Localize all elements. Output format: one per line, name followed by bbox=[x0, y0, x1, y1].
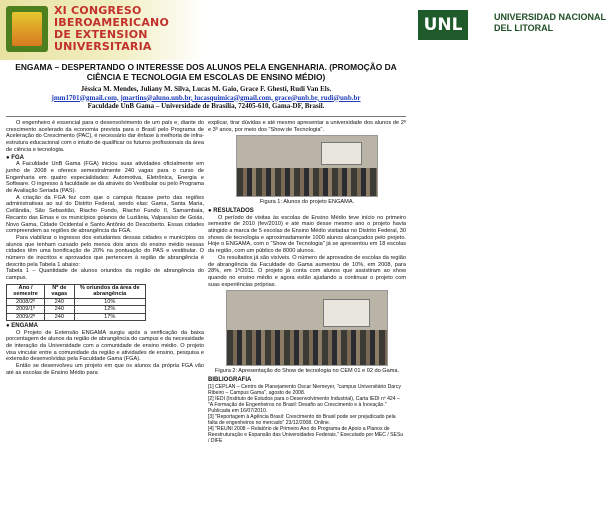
continuation-paragraph: explicar, tirar dúvidas e até mesmo apresentar a universidade dos alunos de 2º e 3º anos, por meio dos "Show de Tecnologia". bbox=[208, 120, 406, 133]
author-emails[interactable]: jmm1701@gmail.com, jmartins@aluno.unb.br, lucasquimica@gmail.com, grace@unb.br, rudi@unb.br bbox=[51, 93, 361, 102]
table-cell: 240 bbox=[45, 306, 74, 313]
table-cell: 17% bbox=[74, 313, 145, 320]
figure-2-caption: Figura 2: Apresentação do Show de tecnologia no CEM 01 e 02 do Gama. bbox=[214, 368, 400, 375]
engama-paragraph: O Projeto de Extensão ENGAMA surgiu após a verificação da baixa porcentagem de alunos da região de abrangência do campus e da necessidade de interação da Universidade com a comunidade de ensino médio. O projeto visa vincular entre a comunidade da região e atividades de ensino, pesquisa e extensão desenvolvidas pela Faculdade Gama (FGA). bbox=[6, 329, 204, 363]
section-heading-results: ● RESULTADOS bbox=[208, 207, 254, 214]
author-block bbox=[6, 85, 406, 111]
fga-paragraph: A Faculdade UnB Gama (FGA) iniciou suas atividades oficialmente em junho de 2008 e oferece semestralmente 240 vagas para o curso de Engenharia em quatro especialidades: Automotiva, Eletrônica, Energia e Software. O ingresso à faculdade se dá através do Vestibular ou pelo Programa de Avaliação Seriada (PAS). bbox=[6, 161, 204, 195]
table-cell: 240 bbox=[45, 298, 74, 305]
results-paragraph: O período de visitas às escolas de Ensino Médio teve início no primeiro semestre de 2010 (fev/2010) e até maio desse mesmo ano o projeto havia atingido a marca de 5 escolas de Ensino Médio visitadas no Distrito Federal, 30 shows de tecnologia e aproximadamente 1000 alunos alcançados pelo projeto. Hoje o ENGAMA, com o "Show de Tecnologia" já se apresentou em 18 escolas da região, com um público de 8000 alunos. bbox=[208, 214, 406, 255]
intro-paragraph: O engenheiro é essencial para o desenvolvimento de um país e, diante do crescimento acelerado da economia prevista para o Brasil pelo Programa de Aceleração do Crescimento (PAC), é necessário dar ênfase à melhoria de infra-estrutura educacional com o intuito de qualificar os futuros profissionais da área de ciência e tecnologia. bbox=[6, 120, 204, 153]
table-header-cell: % oriundos da área de abrangência bbox=[74, 284, 145, 298]
table-header-cell: Ano / semestre bbox=[7, 284, 45, 298]
table-cell: 10% bbox=[74, 298, 145, 305]
table-header-cell: Nº de vagas bbox=[45, 284, 74, 298]
table-row bbox=[7, 306, 146, 313]
conference-logo-icon bbox=[6, 6, 48, 52]
table-cell: 2009/1º bbox=[7, 306, 45, 313]
table-cell: 12% bbox=[74, 306, 145, 313]
poster-header bbox=[0, 0, 606, 60]
conference-banner bbox=[0, 0, 206, 60]
reference-item: [4] "REUNI 2008 – Relatório de Primeiro Ano do Programa de Apoio a Planos de Reestruturação e Expansão das Universidades Federais." Executado por MEC / SESu / DIFE bbox=[208, 426, 404, 445]
fga-paragraph: Para viabilizar o ingresso dos estudantes dessas cidades e municípios os alunos que tenham cursado pelo menos dois anos do ensino médio nessas cidades têm uma bonificação de 20% na pontuação do PAS e vestibular. O número de inscritos e aprovados que pertencem à região de abrangência é descrito pela Tabela 1 abaixo: bbox=[6, 234, 204, 268]
conference-title-line: UNIVERSITARIA bbox=[54, 40, 152, 53]
results-paragraph: Os resultados já são visíveis. O número de aprovados de escolas da região de abrangência da Faculdade do Gama aumentou de 10%, em 2008, para 28%, em 1º/2011. O projeto já conta com alunos que assistiram ao show quando no ensino médio e agora estão ajudando a continuar o projeto com suas experiências próprias. bbox=[208, 254, 406, 288]
figure-1-photo bbox=[236, 135, 378, 197]
fga-paragraph: A criação da FGA fez com que o campus ficasse perto das regiões administrativas ao sul do Distrito Federal, sendo elas: Gama, Santa Maria, Ceilândia, São Sebastião, Riacho Fundo, Riacho Fundo II, Samambaia, Recanto das Emas e os municípios goianos de Luziânia, Valparaíso de Goiás, Novo Gama, Cidade Ocidental e Santo Antônio do Descoberto. Essas cidades compreendem as regiões de abrangência da FGA. bbox=[6, 194, 204, 235]
table-header-row bbox=[7, 284, 146, 298]
table-cell: 2008/2º bbox=[7, 298, 45, 305]
table-caption: Tabela 1 – Quantidade de alunos oriundos da região de abrangência do campus. bbox=[6, 268, 204, 282]
table-row bbox=[7, 298, 146, 305]
section-heading-engama: ● ENGAMA bbox=[6, 322, 38, 329]
bibliography-heading: BIBLIOGRAFIA bbox=[208, 376, 252, 383]
figure-1-caption: Figura 1: Alunos do projeto ENGAMA. bbox=[259, 199, 355, 206]
author-list: Jéssica M. Mendes, Juliany M. Silva, Lucas M. Gaio, Grace F. Ghesti, Rudi Van Els. bbox=[80, 85, 332, 93]
university-banner bbox=[206, 0, 606, 60]
table-cell: 240 bbox=[45, 313, 74, 320]
university-name: UNIVERSIDAD NACIONAL DEL LITORAL bbox=[494, 12, 606, 33]
conference-title-line: DE EXTENSION bbox=[54, 28, 148, 41]
conference-title-line: IBEROAMERICANO bbox=[54, 16, 169, 29]
reference-item: [1] CEPLAN – Centro de Planejamento Oscar Niemeyer, "campus Universitário Darcy Ribeiro – Campus Gama", agosto de 2008. bbox=[208, 383, 401, 396]
students-table bbox=[6, 284, 146, 321]
reference-item: [2] IEDI (Instituto de Estudos para o Desenvolvimento Industrial), Carta IEDI nº 424 – "A Formação de Engenheiros no Brasil: Desafio ao Crescimento e à Inovação." Publicada em 16/07/2010. bbox=[208, 395, 400, 414]
engama-paragraph: Então se desenvolveu um projeto em que os alunos da própria FGA vão até as escolas de Ensino Médio para bbox=[6, 363, 204, 376]
affiliation: Faculdade UnB Gama – Universidade de Brasília, 72405-610, Gama-DF, Brasil. bbox=[87, 102, 325, 110]
table-row bbox=[7, 313, 146, 320]
header-divider bbox=[6, 116, 406, 117]
left-column bbox=[6, 120, 204, 377]
right-column bbox=[208, 120, 406, 444]
reference-item: [3] "Reportagem à Agência Brasil: Crescimento do Brasil pode ser prejudicado pela falta de engenheiros no mercado" 23/12/2008. Online. bbox=[208, 414, 396, 427]
table-cell: 2009/2º bbox=[7, 313, 45, 320]
section-heading-fga: ● FGA bbox=[6, 154, 24, 161]
unl-logo: UNL bbox=[418, 10, 468, 40]
conference-title-line: XI CONGRESO bbox=[54, 4, 142, 17]
figure-2-photo bbox=[226, 290, 388, 366]
reference-list bbox=[208, 384, 406, 445]
paper-title: ENGAMA – DESPERTANDO O INTERESSE DOS ALUNOS PELA ENGENHARIA. (PROMOÇÃO DA CIÊNCIA E TECNOLOGIA EM ESCOLAS DE ENSINO MÉDIO) bbox=[15, 62, 397, 82]
conference-title bbox=[54, 5, 214, 53]
